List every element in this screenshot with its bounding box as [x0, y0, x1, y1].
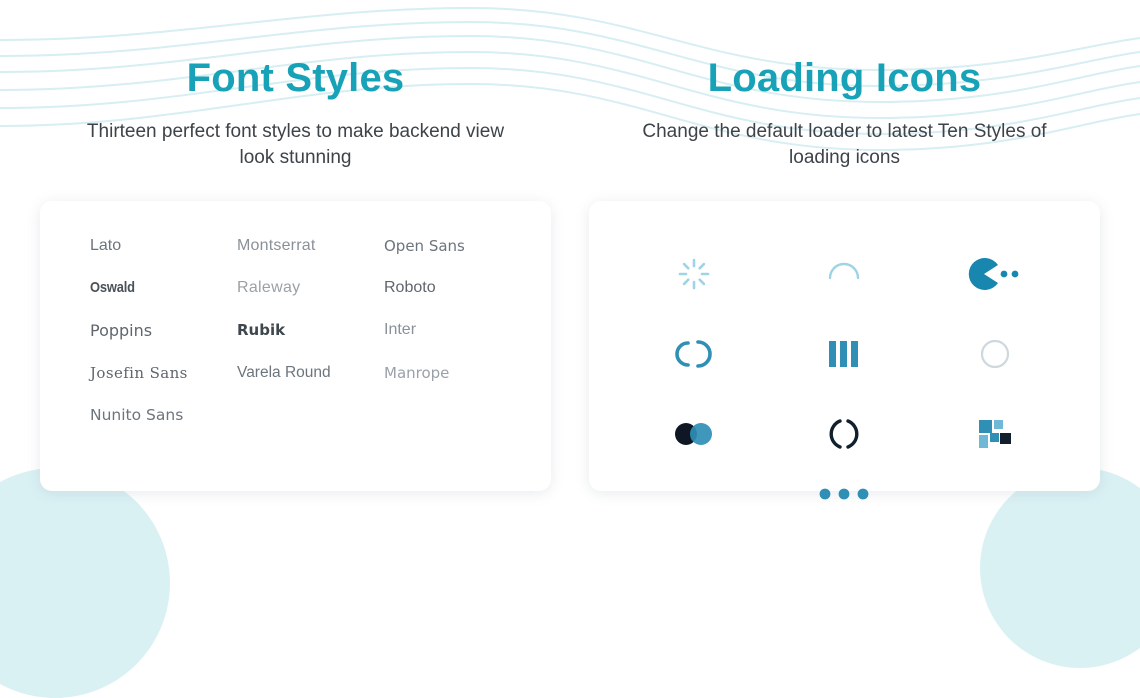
font-item-raleway: Raleway — [237, 279, 301, 297]
ring-outline-icon — [978, 337, 1012, 371]
loader-cell-7 — [659, 405, 729, 463]
loading-icons-column — [589, 0, 1100, 491]
font-item-lato: Lato — [90, 237, 122, 255]
loader-cell-8 — [809, 405, 879, 463]
font-list — [70, 237, 521, 424]
dual-arc-icon — [672, 337, 716, 371]
font-item-inter: Inter — [384, 321, 417, 339]
font-item-rubik: Rubik — [237, 321, 286, 340]
bars-icon — [826, 339, 862, 369]
loading-icons-subtitle: Change the default loader to latest Ten Styles of loading icons — [642, 121, 1047, 169]
loader-list — [619, 237, 1070, 503]
loader-cell-4 — [659, 325, 729, 383]
font-item-manrope: Manrope — [384, 364, 450, 383]
font-item-oswald: Oswald — [90, 279, 135, 297]
loading-icons-title: Loading Icons — [707, 56, 982, 100]
background-blob-left — [0, 468, 170, 698]
font-item-open-sans: Open Sans — [384, 237, 465, 256]
font-item-varela-round: Varela Round — [237, 364, 331, 382]
font-styles-column — [40, 0, 551, 491]
font-item-nunito-sans: Nunito Sans — [90, 406, 184, 425]
font-styles-title: Font Styles — [186, 56, 405, 100]
font-styles-card — [40, 201, 551, 491]
pacman-dots-icon — [967, 257, 1023, 291]
loader-cell-1 — [659, 245, 729, 303]
font-item-josefin-sans: Josefin Sans — [90, 364, 188, 383]
loader-cell-9 — [960, 405, 1030, 463]
loader-cell-2 — [809, 245, 879, 303]
loader-cell-6 — [960, 325, 1030, 383]
font-item-poppins: Poppins — [90, 321, 153, 341]
broken-ring-icon — [826, 416, 862, 452]
three-dots-icon — [816, 485, 872, 503]
loader-cell-5 — [809, 325, 879, 383]
loading-icons-card — [589, 201, 1100, 491]
squares-grid-icon — [977, 418, 1013, 450]
spinner-rays-icon — [677, 257, 711, 291]
font-item-montserrat: Montserrat — [237, 237, 316, 255]
loader-cell-10 — [816, 485, 872, 503]
loader-cell-3 — [960, 245, 1030, 303]
font-item-roboto: Roboto — [384, 279, 436, 297]
font-styles-subtitle: Thirteen perfect font styles to make backend view look stunning — [86, 121, 505, 169]
two-dots-icon — [670, 419, 718, 449]
arc-circle-icon — [824, 254, 864, 294]
